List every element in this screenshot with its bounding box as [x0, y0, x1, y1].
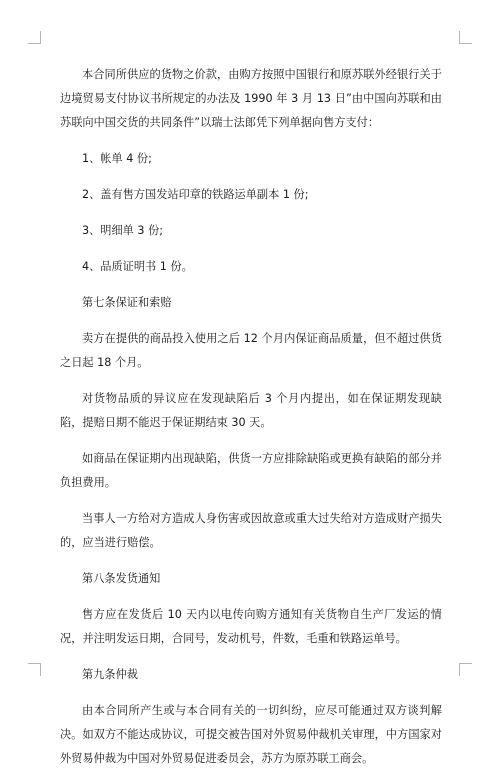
article-8-heading: 第八条发货通知 [82, 572, 161, 585]
crop-mark-top-left [28, 31, 41, 44]
crop-mark-bottom-right [459, 663, 472, 676]
article-9-paragraph-1: 由本合同所产生或与本合同有关的一切纠纷，应尽可能通过双方谈判解决。如双方不能达成协议，可提交被告国对外贸易仲裁机关审理，中方国家对外贸易仲裁为中国对外贸易促进委员会，苏方为原苏联工商会。 [60, 704, 442, 765]
crop-mark-top-right [459, 31, 472, 44]
doc-item-2: 2、盖有售方国发站印章的铁路运单副本 1 份; [82, 188, 309, 201]
article-7-paragraph-3: 如商品在保证期内出现缺陷，供货一方应排除缺陷或更换有缺陷的部分并负担费用。 [60, 452, 442, 489]
doc-item-1: 1、帐单 4 份; [82, 152, 152, 165]
article-7-paragraph-2: 对货物品质的异议应在发现缺陷后 3 个月内提出，如在保证期发现缺陷，提赔日期不能迟于保证期结束 30 天。 [60, 392, 442, 429]
payment-paragraph: 本合同所供应的货物之价款，由购方按照中国银行和原苏联外经银行关于边境贸易支付协议书所规定的办法及 1990 年 3 月 13 日”由中国向苏联和由苏联向中国交货的共同条件”以瑞士法郎凭下列单据向售方支付： [60, 68, 442, 129]
crop-mark-bottom-left [28, 663, 41, 676]
article-7-paragraph-1: 卖方在提供的商品投入使用之后 12 个月内保证商品质量，但不超过供货之日起 18 个月。 [60, 332, 442, 369]
document-body [60, 63, 442, 783]
article-7-heading: 第七条保证和索赔 [82, 296, 172, 309]
article-8-paragraph-1: 售方应在发货后 10 天内以电传向购方通知有关货物自生产厂发运的情况，并注明发运日期，合同号，发动机号，件数，毛重和铁路运单号。 [60, 608, 442, 645]
doc-item-3: 3、明细单 3 份; [82, 224, 164, 237]
doc-item-4: 4、品质证明书 1 份。 [82, 260, 193, 273]
article-9-heading: 第九条仲裁 [82, 668, 138, 681]
article-7-paragraph-4: 当事人一方给对方造成人身伤害或因故意或重大过失给对方造成财产损失的，应当进行赔偿。 [60, 512, 442, 549]
